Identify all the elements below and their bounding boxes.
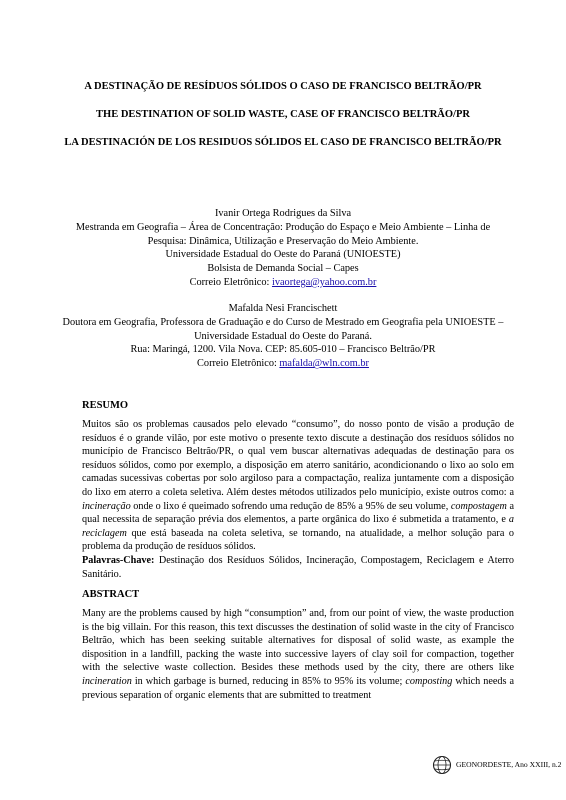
title-spanish: LA DESTINACIÓN DE LOS RESIDUOS SÓLIDOS EL CASO DE FRANCISCO BELTRÃO/PR	[64, 137, 502, 148]
author-2-address: Rua: Maringá, 1200. Vila Nova. CEP: 85.605-010 – Francisco Beltrão/PR	[130, 344, 436, 356]
author-1-block	[60, 207, 506, 290]
author-1-email-link[interactable]: ivaortega@yahoo.com.br	[271, 276, 377, 288]
abstract-text-3: which needs a previous separation of organic elements that are submitted to treatment	[82, 675, 514, 701]
abstract-term-composting: composting	[405, 675, 453, 687]
author-2-email-line	[60, 357, 506, 371]
author-2-name: Mafalda Nesi Francischett	[228, 303, 338, 314]
author-1-name: Ivanir Ortega Rodrigues da Silva	[214, 208, 352, 219]
resumo-text-4: que está baseada na coleta seletiva, se tornando, na atualidade, a melhor solução para o problema da produção de resíduos sólidos.	[82, 527, 514, 553]
author-2-block	[60, 302, 506, 371]
author-1-funding: Bolsista de Demanda Social – Capes	[207, 263, 359, 275]
keywords-list: Destinação dos Resíduos Sólidos, Incineração, Compostagem, Reciclagem e Aterro Sanitário.	[82, 554, 514, 580]
resumo-term-incineracao: incineração	[82, 500, 131, 512]
resumo-term-compostagem: compostagem	[450, 500, 507, 512]
journal-citation: GEONORDESTE, Ano XXIII, n.2	[456, 760, 562, 769]
abstract-paragraph	[82, 607, 514, 702]
resumo-text-2: onde o lixo é queimado sofrendo uma redução de 85% a 95% de seu volume,	[130, 500, 451, 512]
resumo-text-3: a qual necessita de separação prévia dos elementos, a parte orgânica do lixo é submetida a tratamento, e	[82, 500, 514, 526]
author-1-role: Mestranda em Geografia – Área de Concentração: Produção do Espaço e Meio Ambiente – Linha de Pesquisa: Dinâmica, Utilização e Preservação do Meio Ambiente.	[75, 221, 491, 247]
author-2-role: Doutora em Geografia, Professora de Graduação e do Curso de Mestrado em Geografia pela UNIOESTE – Universidade Estadual do Oeste do Paraná.	[62, 316, 504, 342]
author-1-email-label: Correio Eletrônico:	[189, 276, 270, 288]
author-2-email-label: Correio Eletrônico:	[197, 358, 277, 370]
resumo-text-1: Muitos são os problemas causados pelo elevado “consumo”, do nosso ponto de visão a produção de resíduos é o grande vilão, por este motivo o presente texto discute a destinação dos resíduos sólidos no município de Francisco Beltrão/PR, o qual vem buscar alternativas adequadas de destinação para os resíduos sólidos, como por exemplo, a disposição em aterro sanitário, acondicionando o lixo ao solo em camadas sucessivas cobertas por solo argiloso para a compactação, realiza juntamente com a disposição do lixo em aterro a coleta seletiva. Além destes métodos utilizados pelo município, existe outros como: a	[82, 419, 514, 498]
author-1-institution: Universidade Estadual do Oeste do Paraná (UNIOESTE)	[165, 249, 401, 261]
page-footer	[432, 753, 562, 779]
title-english: THE DESTINATION OF SOLID WASTE, CASE OF FRANCISCO BELTRÃO/PR	[96, 109, 470, 120]
title-portuguese: A DESTINAÇÃO DE RESÍDUOS SÓLIDOS O CASO DE FRANCISCO BELTRÃO/PR	[84, 81, 482, 92]
abstract-term-incineration: incineration	[82, 675, 132, 687]
resumo-term-reciclagem: a reciclagem	[82, 514, 514, 539]
author-2-email-link[interactable]: mafalda@wln.com.br	[279, 358, 369, 370]
resumo-paragraph	[82, 418, 514, 581]
abstract-text-1: Many are the problems caused by high “consumption” and, from our point of view, the waste production is the big villain. For this reason, this text discusses the destination of solid waste in the city of Francisco Beltrão, which has been seeking suitable alternatives for disposal of solid waste, as example the disposition in a landfill, packing the waste into successive layers of clay soil for compaction, together with the selective waste collection. Besides these methods used by the city, there are others like	[82, 608, 514, 674]
abstract-heading: ABSTRACT	[82, 589, 140, 600]
keywords-label: Palavras-Chave:	[82, 554, 155, 566]
abstract-text-2: in which garbage is burned, reducing in 85% to 95% its volume;	[131, 675, 406, 687]
resumo-heading: RESUMO	[82, 400, 129, 411]
journal-globe-icon	[432, 755, 452, 775]
author-1-email-line	[60, 276, 506, 290]
